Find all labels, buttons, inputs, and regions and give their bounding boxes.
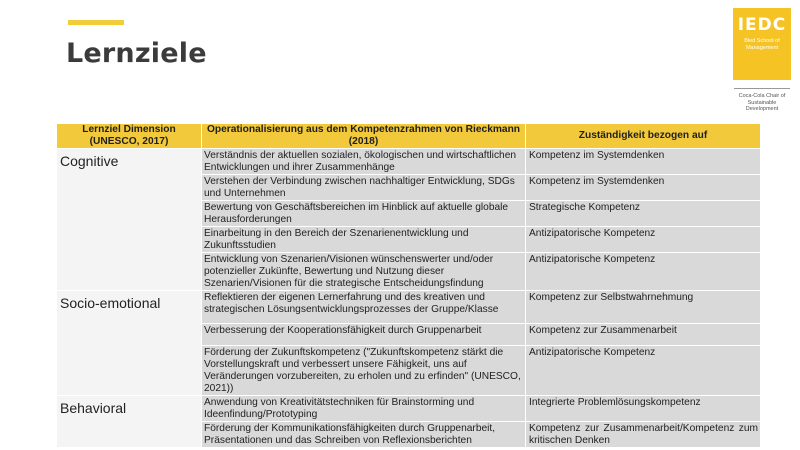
dimension-socio-emotional: Socio-emotional bbox=[57, 291, 202, 396]
header-operationalization: Operationalisierung aus dem Kompetenzrahmen von Rieckmann (2018) bbox=[202, 124, 526, 149]
operationalization-cell: Anwendung von Kreativitätstechniken für Brainstorming und Ideenfindung/Prototyping bbox=[202, 396, 526, 422]
operationalization-cell: Förderung der Zukunftskompetenz ("Zukunftskompetenz stärkt die Vorstellungskraft und verbessert unsere Fähigkeit, uns auf Veränderungen vorzubereiten, zu erholen und zu erfinden" (UNESCO, 2021)) bbox=[202, 346, 526, 396]
responsibility-cell: Kompetenz zur Selbstwahrnehmung bbox=[526, 291, 761, 324]
logo-school-line-1: Bled School of bbox=[744, 38, 780, 44]
operationalization-cell: Verstehen der Verbindung zwischen nachhaltiger Entwicklung, SDGs und Unternehmen bbox=[202, 175, 526, 201]
logo-box bbox=[733, 8, 791, 80]
dimension-cognitive: Cognitive bbox=[57, 149, 202, 291]
responsibility-cell: Antizipatorische Kompetenz bbox=[526, 346, 761, 396]
responsibility-cell: Kompetenz zur Zusammenarbeit bbox=[526, 324, 761, 346]
logo-mark: IEDC bbox=[737, 15, 787, 35]
responsibility-cell: Kompetenz im Systemdenken bbox=[526, 149, 761, 175]
responsibility-cell: Antizipatorische Kompetenz bbox=[526, 253, 761, 291]
responsibility-cell: Strategische Kompetenz bbox=[526, 201, 761, 227]
operationalization-cell: Verständnis der aktuellen sozialen, ökologischen und wirtschaftlichen Entwicklungen und ihrer Zusammenhänge bbox=[202, 149, 526, 175]
title-accent-bar bbox=[68, 20, 124, 25]
table-row bbox=[57, 396, 761, 422]
dimension-behavioral: Behavioral bbox=[57, 396, 202, 448]
logo-school-line-2: Management bbox=[745, 45, 779, 51]
operationalization-cell: Einarbeitung in den Bereich der Szenarienentwicklung und Zukunftsstudien bbox=[202, 227, 526, 253]
responsibility-cell: Integrierte Problemlösungskompetenz bbox=[526, 396, 761, 422]
logo-chair-line-2: Sustainable Development bbox=[745, 99, 779, 112]
responsibility-cell: Antizipatorische Kompetenz bbox=[526, 227, 761, 253]
operationalization-cell: Förderung der Kommunikationsfähigkeiten durch Gruppenarbeit, Präsentationen und das Schreiben von Reflexionsberichten bbox=[202, 422, 526, 448]
header-responsibility: Zuständigkeit bezogen auf bbox=[526, 124, 761, 149]
operationalization-cell: Verbesserung der Kooperationsfähigkeit durch Gruppenarbeit bbox=[202, 324, 526, 346]
iedc-logo bbox=[733, 8, 793, 113]
logo-divider bbox=[734, 88, 790, 89]
operationalization-cell: Reflektieren der eigenen Lernerfahrung und des kreativen und strategischen Lösungsentwicklungsprozesses der Gruppe/Klasse bbox=[202, 291, 526, 324]
operationalization-cell: Entwicklung von Szenarien/Visionen wünschenswerter und/oder potenzieller Zukünfte, Bewertung und Nutzung dieser Szenarien/Visionen für die strategische Entscheidungsfindung bbox=[202, 253, 526, 291]
header-dimension: Lernziel Dimension (UNESCO, 2017) bbox=[57, 124, 202, 149]
responsibility-cell: Kompetenz im Systemdenken bbox=[526, 175, 761, 201]
responsibility-cell: Kompetenz zur Zusammenarbeit/Kompetenz zum kritischen Denken bbox=[526, 422, 761, 448]
table-header-row bbox=[57, 124, 761, 149]
slide-title: Lernziele bbox=[66, 38, 207, 69]
logo-chair-line-1: Coca-Cola Chair of bbox=[738, 93, 786, 99]
table-row bbox=[57, 149, 761, 175]
operationalization-cell: Bewertung von Geschäftsbereichen im Hinblick auf aktuelle globale Herausforderungen bbox=[202, 201, 526, 227]
table-row bbox=[57, 291, 761, 324]
learning-objectives-table bbox=[56, 123, 761, 448]
